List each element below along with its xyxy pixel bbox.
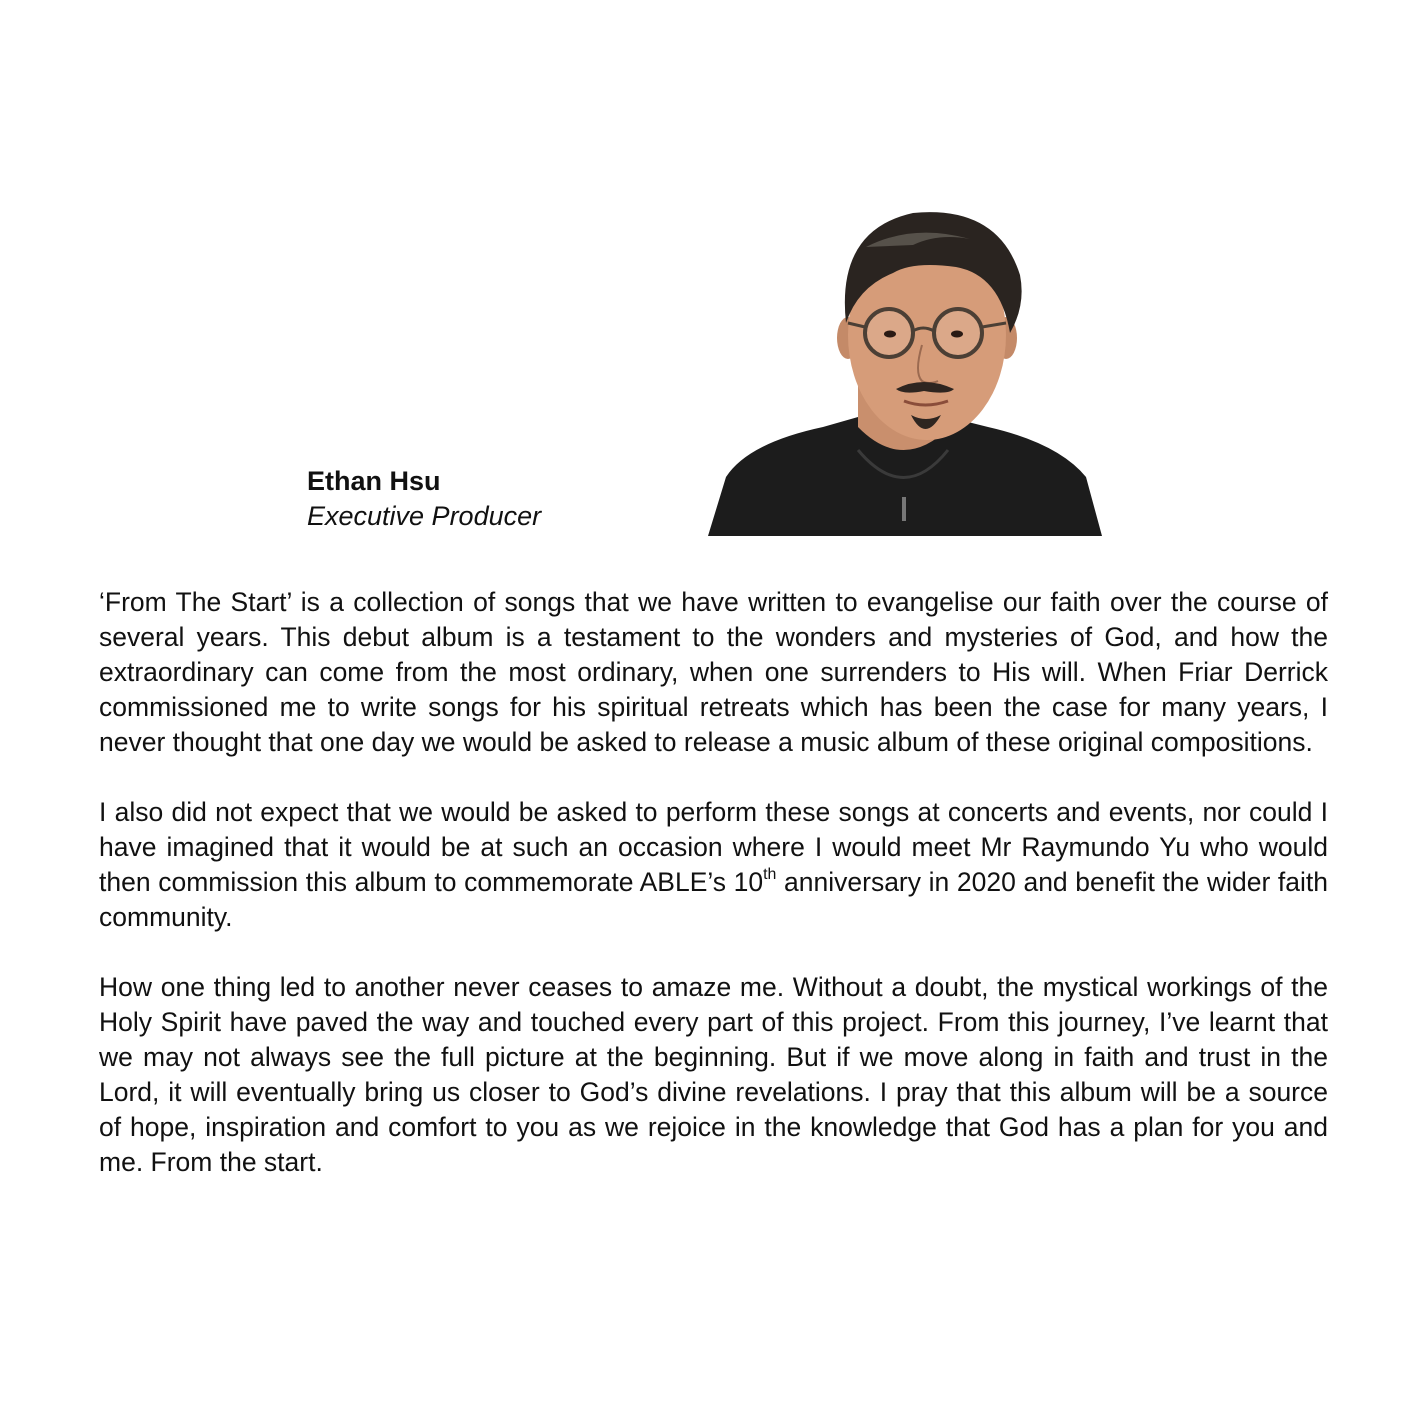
profile-role: Executive Producer xyxy=(307,501,542,531)
paragraph-2 xyxy=(99,795,1328,935)
profile-photo xyxy=(708,205,1102,536)
paragraph-1: ‘From The Start’ is a collection of songs that we have written to evangelise our faith over the course of several years. This debut album is a testament to the wonders and mysteries of God, and how the extraordinary can come from the most ordinary, when one surrenders to His will. When Friar Derrick commissioned me to write songs for his spiritual retreats which has been the case for many years, I never thought that one day we would be asked to release a music album of these original compositions. xyxy=(99,587,1328,757)
message-body xyxy=(99,585,1328,1215)
paragraph-2-part-1: I also did not expect that we would be asked to perform these songs at concerts and events, nor could I have imagined that it would be at such an occasion where I would meet Mr Raymundo Yu who would then commission this album to commemorate ABLE’s 10 xyxy=(99,797,1328,897)
profile-caption xyxy=(307,464,541,534)
paragraph-2-part-2: anniversary in 2020 and benefit the wider faith community. xyxy=(99,867,1328,932)
ordinal-suffix: th xyxy=(763,865,777,883)
paragraph-3: How one thing led to another never ceases to amaze me. Without a doubt, the mystical workings of the Holy Spirit have paved the way and touched every part of this project. From this journey, I’ve learnt that we may not always see the full picture at the beginning. But if we move along in faith and trust in the Lord, it will eventually bring us closer to God’s divine revelations. I pray that this album will be a source of hope, inspiration and comfort to you as we rejoice in the knowledge that God has a plan for you and me. From the start. xyxy=(99,972,1328,1177)
man-with-glasses-portrait-icon xyxy=(708,205,1102,536)
profile-name: Ethan Hsu xyxy=(307,466,441,496)
